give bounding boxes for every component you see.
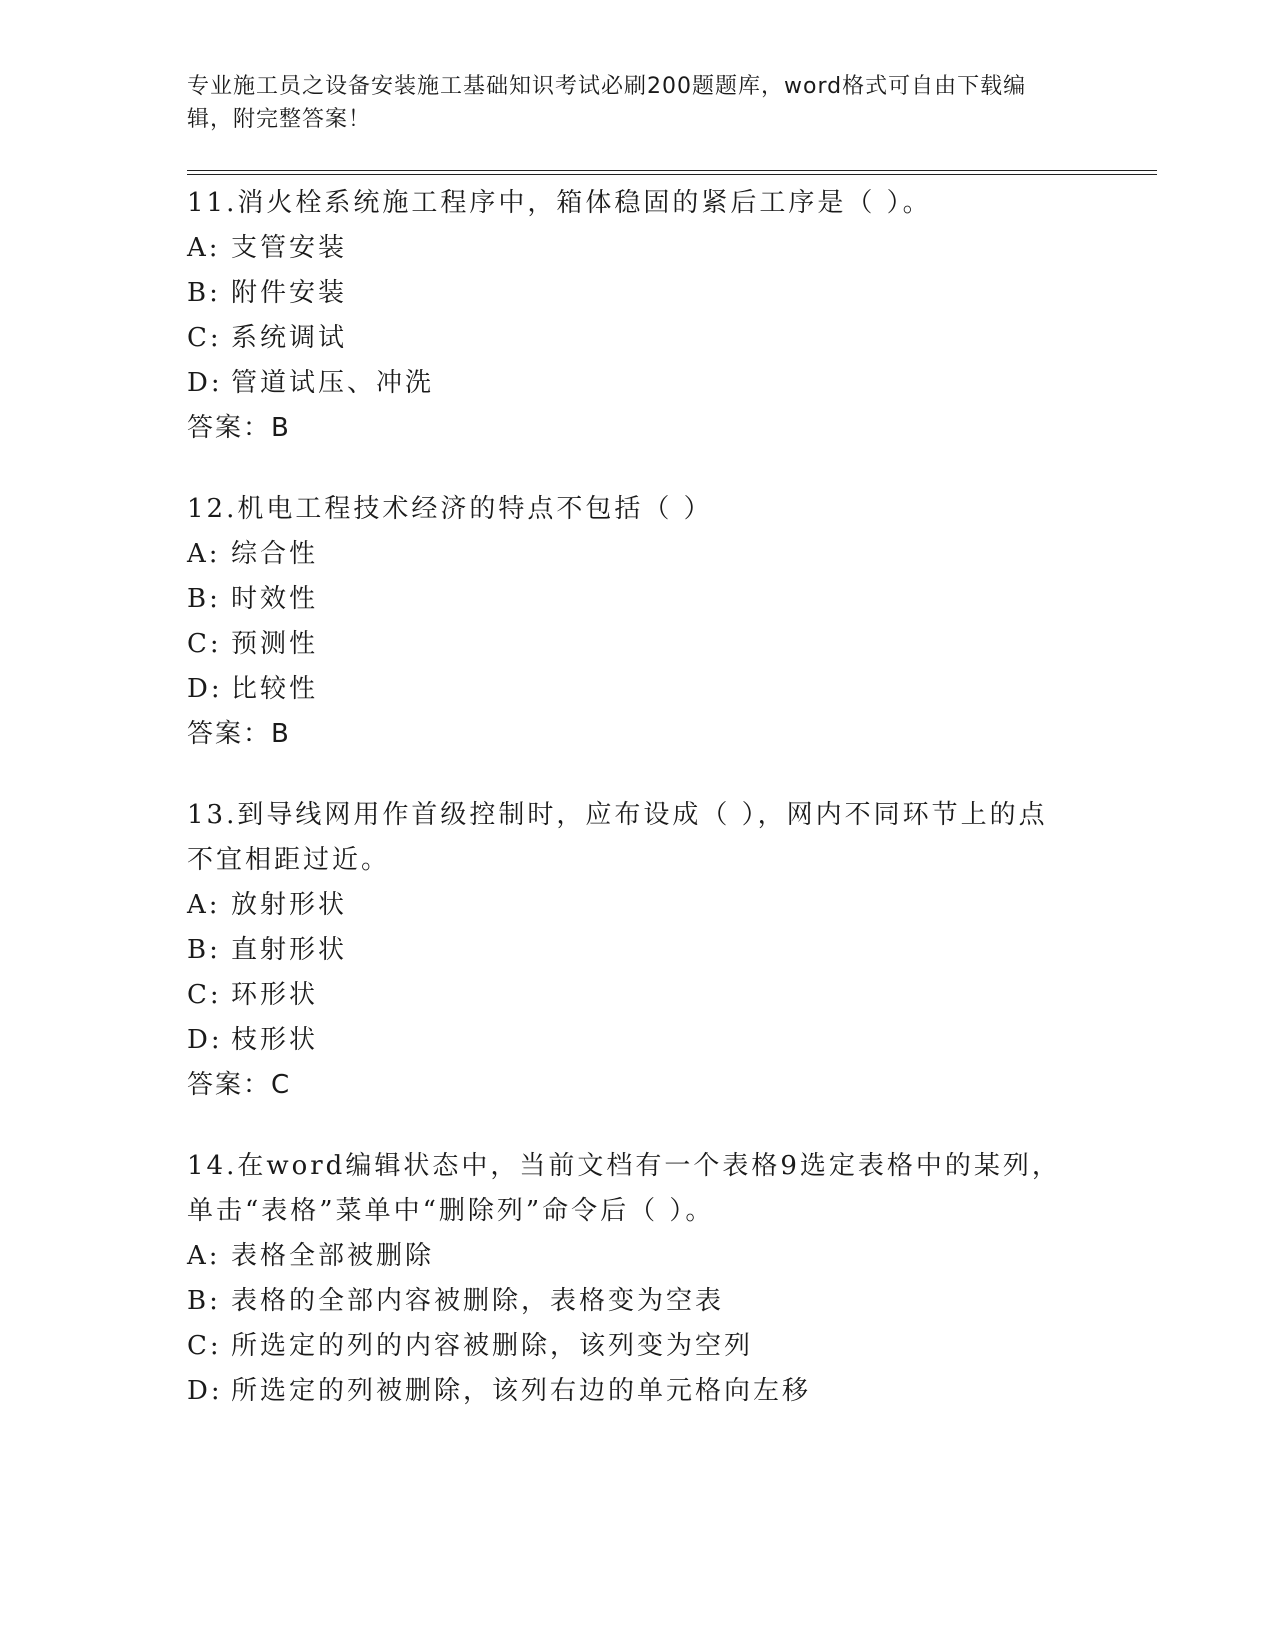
option-c [187,622,1157,667]
question-text: 12.机电工程技术经济的特点不包括（ ） [187,494,713,524]
option-text: 管道试压、冲洗 [231,368,435,398]
option-key: A: [187,890,221,920]
option-text: 直射形状 [231,935,348,965]
option-text: 综合性 [231,539,319,569]
option-d [187,1018,1157,1063]
option-a [187,883,1157,928]
answer-value: C [271,1070,292,1100]
question-14 [187,1144,1157,1414]
question-text: 13.到导线网用作首级控制时，应布设成（ ），网内不同环节上的点不宜相距过近。 [187,800,1048,875]
option-text: 环形状 [231,980,319,1010]
answer-label: 答案： [187,1070,272,1100]
option-d [187,1369,1157,1414]
option-key: B: [187,278,221,308]
question-text: 14.在word编辑状态中，当前文档有一个表格9选定表格中的某列，单击“表格”菜单中“删除列”命令后（ ）。 [187,1151,1061,1226]
option-key: C: [187,629,222,659]
option-c [187,973,1157,1018]
option-text: 枝形状 [231,1025,319,1055]
option-key: D: [187,368,223,398]
option-key: B: [187,1286,221,1316]
option-key: B: [187,584,221,614]
option-a [187,532,1157,577]
answer-line [187,406,1157,451]
option-b [187,577,1157,622]
option-text: 所选定的列被删除，该列右边的单元格向左移 [231,1376,812,1406]
option-text: 比较性 [231,674,319,704]
option-d [187,361,1157,406]
option-c [187,316,1157,361]
answer-value: B [271,413,291,443]
answer-line [187,1063,1157,1108]
option-key: A: [187,1241,221,1271]
option-key: C: [187,1331,222,1361]
option-c [187,1324,1157,1369]
question-list [187,181,1157,1414]
option-key: A: [187,539,221,569]
option-key: B: [187,935,221,965]
option-text: 系统调试 [231,323,348,353]
document-page [187,70,1157,1450]
option-text: 预测性 [231,629,319,659]
option-text: 表格的全部内容被删除，表格变为空表 [231,1286,725,1316]
option-key: A: [187,233,221,263]
option-a [187,1234,1157,1279]
option-text: 所选定的列的内容被删除，该列变为空列 [231,1331,754,1361]
option-d [187,667,1157,712]
option-text: 支管安装 [231,233,348,263]
option-key: D: [187,1376,223,1406]
answer-line [187,712,1157,757]
question-12 [187,487,1157,757]
option-b [187,928,1157,973]
answer-label: 答案： [187,413,272,443]
option-text: 时效性 [231,584,319,614]
option-key: C: [187,980,222,1010]
option-text: 附件安装 [231,278,348,308]
document-header: 专业施工员之设备安装施工基础知识考试必刷200题题库，word格式可自由下载编辑，附完整答案！ [187,74,1027,132]
answer-value: B [271,719,291,749]
option-text: 表格全部被删除 [231,1241,435,1271]
option-a [187,226,1157,271]
question-11 [187,181,1157,451]
answer-label: 答案： [187,719,272,749]
header-double-rule [187,170,1157,175]
option-key: C: [187,323,222,353]
option-b [187,271,1157,316]
option-key: D: [187,674,223,704]
question-13 [187,793,1157,1108]
option-key: D: [187,1025,223,1055]
option-text: 放射形状 [231,890,348,920]
question-text: 11.消火栓系统施工程序中，箱体稳固的紧后工序是（ ）。 [187,188,932,218]
option-b [187,1279,1157,1324]
